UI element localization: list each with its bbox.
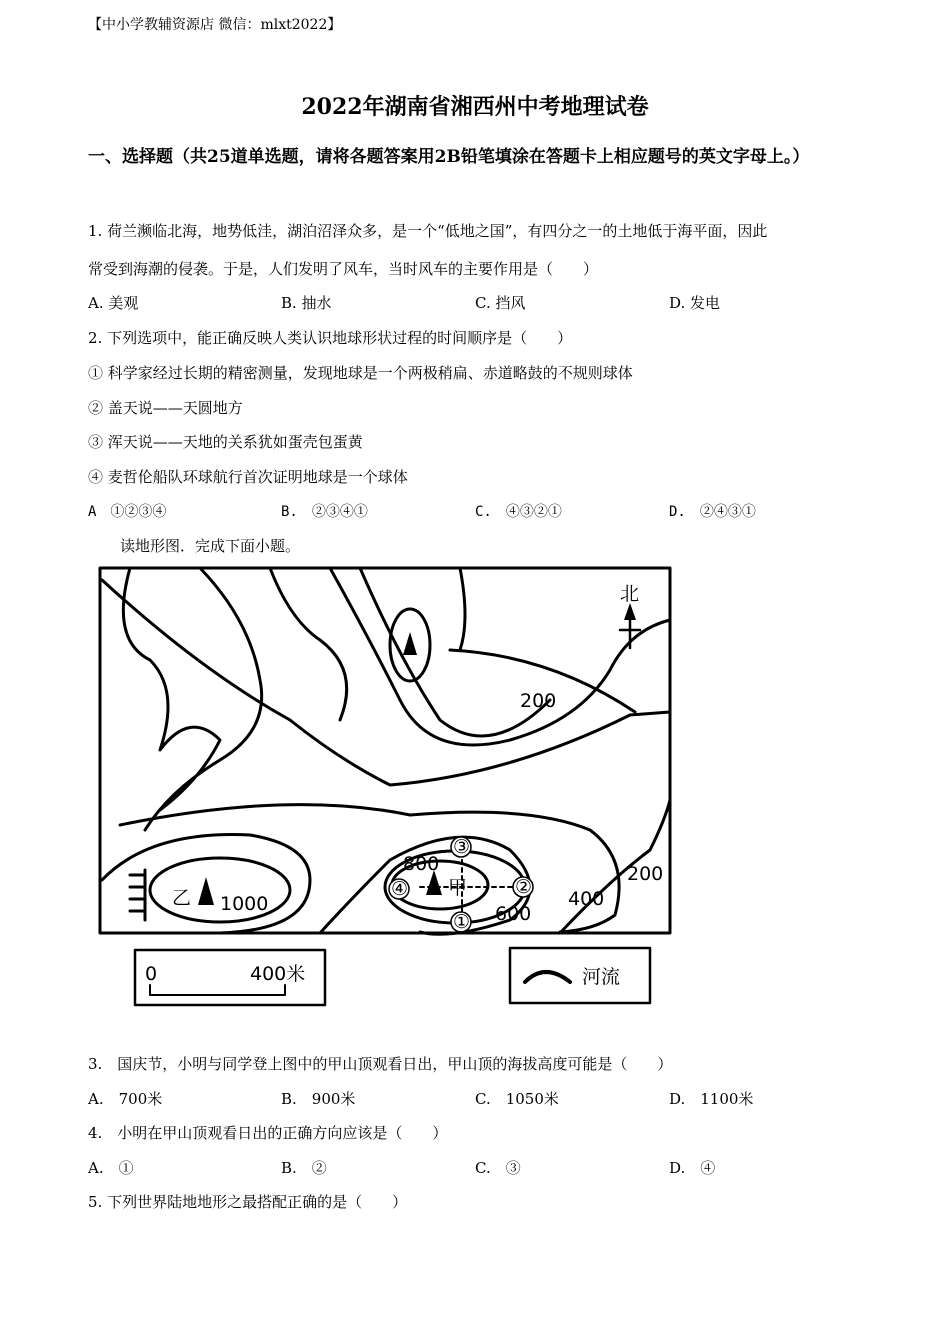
q4-option-c: C. ③ [475,1159,521,1177]
q2-item-3: ③ 浑天说——天地的关系犹如蛋壳包蛋黄 [88,433,363,451]
point-label-3: ③ [453,836,471,858]
contour-label-200: 200 [627,863,664,885]
q3-option-b: B. 900米 [281,1090,356,1108]
peak-triangle-yi [198,877,214,905]
map-north-label: 北 [620,583,640,605]
scale-end-label: 400米 [250,963,306,985]
contour-line [460,568,465,650]
q4-option-b: B. ② [281,1159,327,1177]
point-label-4: ④ [391,878,409,900]
contour-label-200: 200 [520,690,557,712]
q2-item-1: ① 科学家经过长期的精密测量，发现地球是一个两极稍扁、赤道略鼓的不规则球体 [88,364,633,382]
contour-label-400: 400 [568,888,605,910]
q3-option-c: C. 1050米 [475,1090,559,1108]
contour-label-800: 800 [403,853,440,875]
scale-zero-label: 0 [145,963,158,985]
contour-line [120,805,619,932]
q2-item-4: ④ 麦哲伦船队环球航行首次证明地球是一个球体 [88,468,408,486]
header-note: 【中小学教辅资源店 微信：mlxt2022】 [88,17,342,33]
q1-stem-line2: 常受到海潮的侵袭。于是，人们发明了风车，当时风车的主要作用是（ ） [88,260,599,278]
q2-option-b: B. ②③④① [281,504,368,520]
q2-stem: 2. 下列选项中，能正确反映人类认识地球形状过程的时间顺序是（ ） [88,329,573,347]
q2-option-d: D. ②④③① [669,504,756,520]
q1-option-d: D. 发电 [669,294,721,312]
q2-option-c: C. ④③②① [475,504,562,520]
q1-stem-line1: 1. 荷兰濒临北海，地势低洼，湖泊沼泽众多，是一个“低地之国”，有四分之一的土地低于海平面，因此 [88,222,768,240]
q3-option-d: D. 1100米 [669,1090,754,1108]
peak-label-yi: 乙 [172,887,192,909]
contour-line [145,568,262,830]
q2-item-2: ② 盖天说——天圆地方 [88,399,243,417]
q1-option-b: B. 抽水 [281,294,332,312]
map-intro: 读地形图．完成下面小题。 [120,537,301,555]
north-arrow-head [624,603,636,620]
legend-river-label: 河流 [582,966,621,988]
contour-line [270,568,347,720]
q4-option-d: D. ④ [669,1159,716,1177]
q4-stem: 4. 小明在甲山顶观看日出的正确方向应该是（ ） [88,1124,448,1142]
page-title: 2022年湖南省湘西州中考地理试卷 [301,94,649,120]
point-label-1: ① [453,911,471,933]
q2-option-a: A ①②③④ [88,504,167,520]
contour-label-1000: 1000 [220,893,269,915]
peak-triangle-north [403,632,417,655]
section-heading: 一、选择题（共25道单选题，请将各题答案用2B铅笔填涂在答题卡上相应题号的英文字母上。） [88,147,810,167]
topographic-map [90,560,690,1010]
q3-stem: 3. 国庆节，小明与同学登上图中的甲山顶观看日出，甲山顶的海拔高度可能是（ ） [88,1055,673,1073]
q3-option-a: A. 700米 [88,1090,163,1108]
peak-label-jia: 甲 [448,877,468,899]
q1-option-a: A. 美观 [88,294,139,312]
q5-stem: 5. 下列世界陆地地形之最搭配正确的是（ ） [88,1193,408,1211]
cliff-hatch [130,875,145,911]
contour-line [123,568,220,810]
legend-river-symbol [525,972,570,982]
q4-option-a: A. ① [88,1159,134,1177]
q1-option-c: C. 挡风 [475,294,526,312]
scale-bar [150,985,285,995]
point-label-2: ② [515,876,533,898]
contour-label-600: 600 [495,903,532,925]
